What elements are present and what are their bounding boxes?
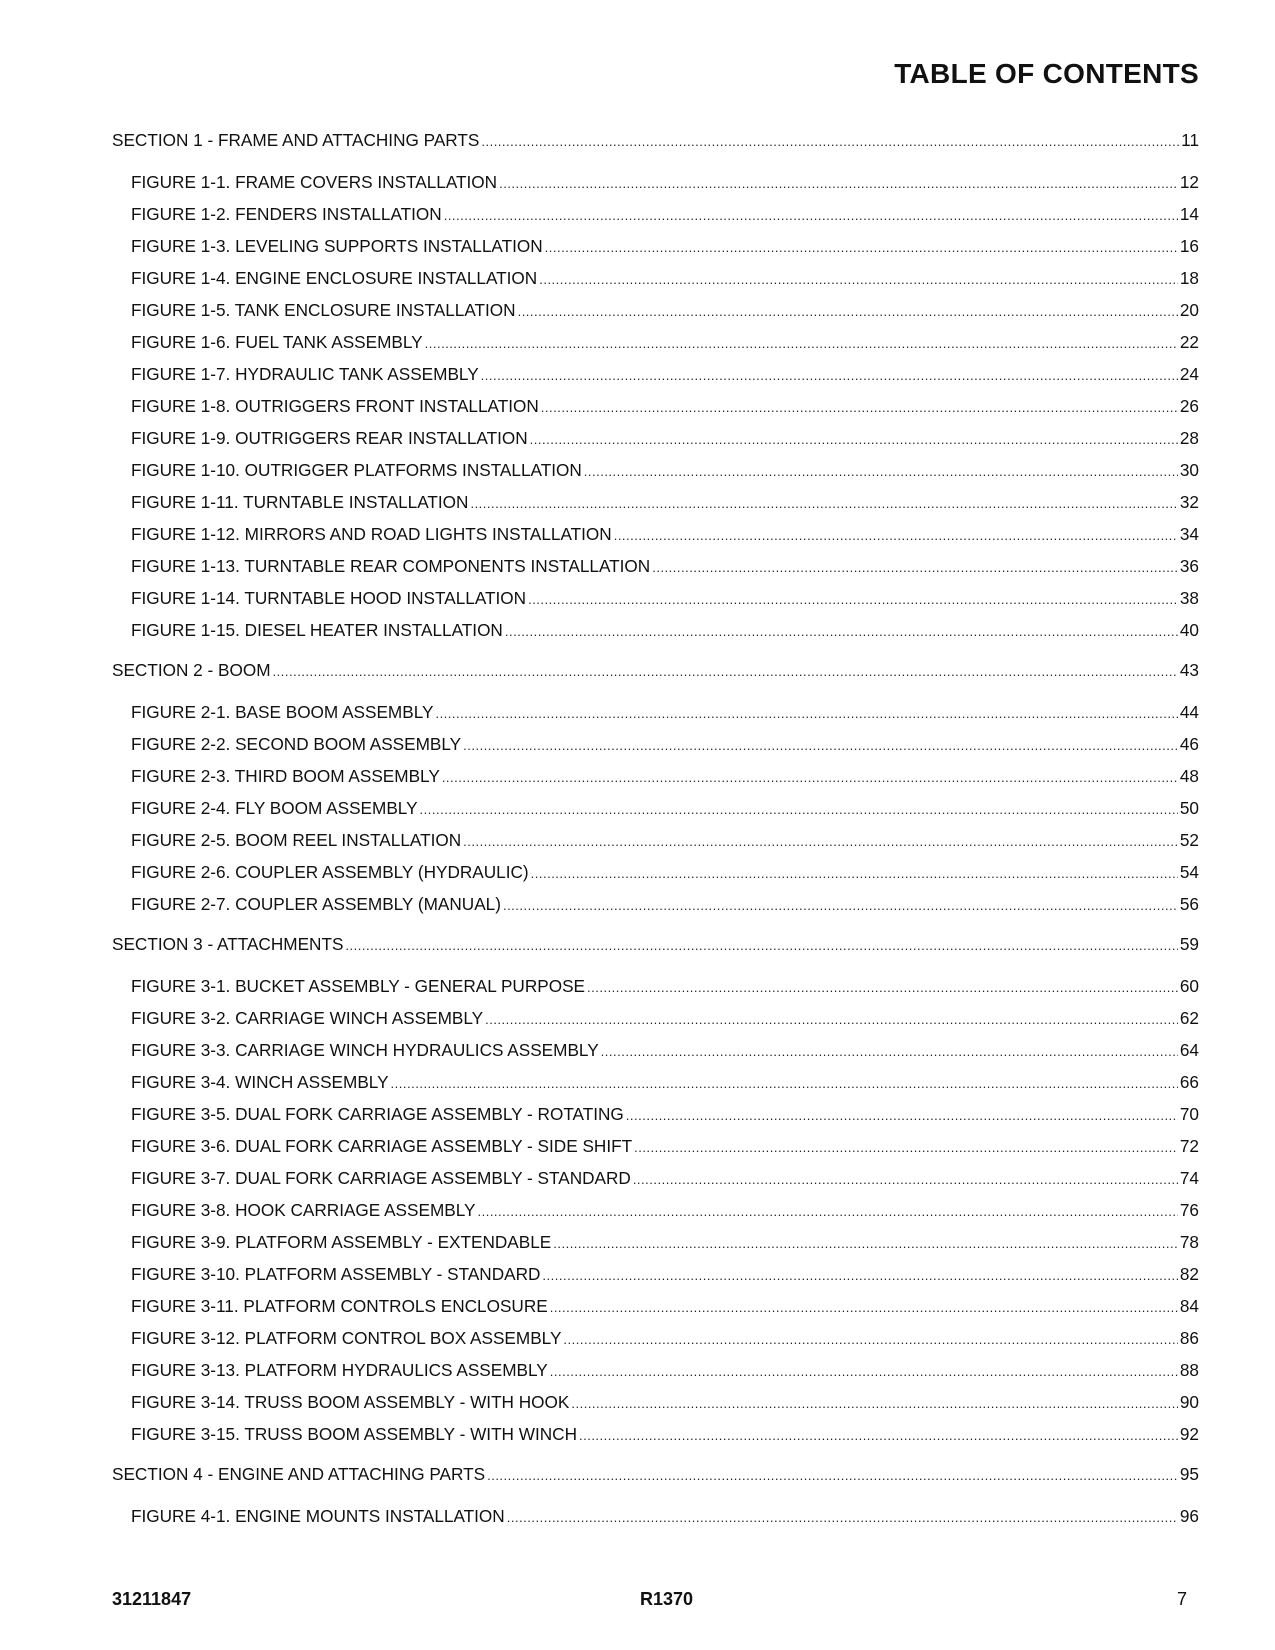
toc-entry-page: 59	[1179, 934, 1199, 954]
dot-leader	[391, 1074, 1178, 1094]
toc-figure-entry[interactable]	[112, 1506, 1199, 1526]
toc-entry-page: 86	[1179, 1328, 1199, 1348]
toc-entry-page: 50	[1179, 798, 1199, 818]
dot-leader	[481, 132, 1179, 152]
toc-entry-label: FIGURE 3-9. PLATFORM ASSEMBLY - EXTENDABLE	[131, 1232, 552, 1252]
toc-figure-entry[interactable]	[112, 862, 1199, 882]
dot-leader	[531, 864, 1178, 884]
toc-figure-entry[interactable]	[112, 460, 1199, 480]
toc-figure-entry[interactable]	[112, 364, 1199, 384]
dot-leader	[273, 662, 1178, 682]
toc-entry-page: 64	[1179, 1040, 1199, 1060]
toc-entry-page: 36	[1179, 556, 1199, 576]
dot-leader	[345, 936, 1177, 956]
dot-leader	[420, 800, 1178, 820]
toc-figure-entry[interactable]	[112, 734, 1199, 754]
toc-entry-page: 92	[1179, 1424, 1199, 1444]
toc-figure-entry[interactable]	[112, 1360, 1199, 1380]
dot-leader	[563, 1330, 1177, 1350]
dot-leader	[503, 896, 1178, 916]
dot-leader	[470, 494, 1177, 514]
toc-entry-label: FIGURE 1-6. FUEL TANK ASSEMBLY	[131, 332, 423, 352]
dot-leader	[507, 1508, 1178, 1528]
dot-leader	[601, 1042, 1178, 1062]
toc-figure-entry[interactable]	[112, 1328, 1199, 1348]
toc-entry-label: SECTION 3 - ATTACHMENTS	[112, 934, 344, 954]
toc-figure-entry[interactable]	[112, 300, 1199, 320]
toc-figure-entry[interactable]	[112, 1072, 1199, 1092]
dot-leader	[553, 1234, 1178, 1254]
toc-figure-entry[interactable]	[112, 1232, 1199, 1252]
toc-entry-label: FIGURE 1-12. MIRRORS AND ROAD LIGHTS INSTALLATION	[131, 524, 612, 544]
toc-entry-label: FIGURE 4-1. ENGINE MOUNTS INSTALLATION	[131, 1506, 505, 1526]
toc-entry-label: FIGURE 1-13. TURNTABLE REAR COMPONENTS INSTALLATION	[131, 556, 651, 576]
footer-revision: R1370	[640, 1589, 694, 1609]
dot-leader	[499, 174, 1178, 194]
toc-figure-entry[interactable]	[112, 620, 1199, 640]
dot-leader	[633, 1170, 1178, 1190]
toc-figure-entry[interactable]	[112, 172, 1199, 192]
dot-leader	[518, 302, 1178, 322]
toc-entry-label: FIGURE 2-5. BOOM REEL INSTALLATION	[131, 830, 462, 850]
page-footer	[112, 1589, 1187, 1613]
toc-entry-page: 40	[1179, 620, 1199, 640]
toc-entry-label: FIGURE 3-10. PLATFORM ASSEMBLY - STANDARD	[131, 1264, 541, 1284]
toc-entry-label: FIGURE 1-10. OUTRIGGER PLATFORMS INSTALLATION	[131, 460, 582, 480]
toc-figure-entry[interactable]	[112, 396, 1199, 416]
toc-entry-page: 82	[1179, 1264, 1199, 1284]
toc-entry-label: SECTION 4 - ENGINE AND ATTACHING PARTS	[112, 1464, 486, 1484]
toc-figure-entry[interactable]	[112, 798, 1199, 818]
toc-entry-label: FIGURE 2-7. COUPLER ASSEMBLY (MANUAL)	[131, 894, 501, 914]
dot-leader	[584, 462, 1178, 482]
toc-entry-page: 32	[1179, 492, 1199, 512]
toc-entry-label: FIGURE 3-3. CARRIAGE WINCH HYDRAULICS ASSEMBLY	[131, 1040, 599, 1060]
toc-figure-entry[interactable]	[112, 492, 1199, 512]
toc-figure-entry[interactable]	[112, 1136, 1199, 1156]
toc-entry-label: FIGURE 3-7. DUAL FORK CARRIAGE ASSEMBLY - STANDARD	[131, 1168, 631, 1188]
dot-leader	[530, 430, 1178, 450]
toc-entry-label: FIGURE 3-5. DUAL FORK CARRIAGE ASSEMBLY - ROTATING	[131, 1104, 624, 1124]
toc-entry-label: FIGURE 1-1. FRAME COVERS INSTALLATION	[131, 172, 498, 192]
toc-figure-entry[interactable]	[112, 1264, 1199, 1284]
toc-entry-label: FIGURE 1-3. LEVELING SUPPORTS INSTALLATION	[131, 236, 543, 256]
dot-leader	[425, 334, 1178, 354]
dot-leader	[579, 1426, 1178, 1446]
toc-entry-page: 60	[1179, 976, 1199, 996]
toc-entry-page: 14	[1179, 204, 1199, 224]
toc-entry-label: FIGURE 3-13. PLATFORM HYDRAULICS ASSEMBLY	[131, 1360, 548, 1380]
toc-entry-page: 66	[1179, 1072, 1199, 1092]
dot-leader	[614, 526, 1178, 546]
toc-entry-page: 46	[1179, 734, 1199, 754]
toc-entry-page: 24	[1179, 364, 1199, 384]
toc-entry-page: 90	[1179, 1392, 1199, 1412]
toc-entry-label: FIGURE 1-7. HYDRAULIC TANK ASSEMBLY	[131, 364, 479, 384]
toc-entry-label: FIGURE 3-1. BUCKET ASSEMBLY - GENERAL PURPOSE	[131, 976, 586, 996]
page-title: TABLE OF CONTENTS	[894, 58, 1199, 89]
dot-leader	[485, 1010, 1178, 1030]
dot-leader	[545, 238, 1178, 258]
toc-entry-page: 52	[1179, 830, 1199, 850]
toc-entry-label: FIGURE 2-4. FLY BOOM ASSEMBLY	[131, 798, 418, 818]
toc-entry-label: FIGURE 3-4. WINCH ASSEMBLY	[131, 1072, 389, 1092]
toc-figure-entry[interactable]	[112, 1200, 1199, 1220]
toc-entry-page: 78	[1179, 1232, 1199, 1252]
toc-entry-label: FIGURE 1-15. DIESEL HEATER INSTALLATION	[131, 620, 503, 640]
dot-leader	[539, 270, 1178, 290]
toc-entry-page: 54	[1179, 862, 1199, 882]
toc-entry-label: FIGURE 1-5. TANK ENCLOSURE INSTALLATION	[131, 300, 516, 320]
toc-entry-page: 18	[1179, 268, 1199, 288]
toc-entry-page: 30	[1179, 460, 1199, 480]
toc-figure-entry[interactable]	[112, 1040, 1199, 1060]
toc-figure-entry[interactable]	[112, 702, 1199, 722]
dot-leader	[550, 1298, 1178, 1318]
toc-entry-label: FIGURE 2-6. COUPLER ASSEMBLY (HYDRAULIC)	[131, 862, 529, 882]
toc-entry-label: FIGURE 2-3. THIRD BOOM ASSEMBLY	[131, 766, 440, 786]
toc-figure-entry[interactable]	[112, 976, 1199, 996]
toc-entry-page: 62	[1179, 1008, 1199, 1028]
dot-leader	[487, 1466, 1178, 1486]
toc-figure-entry[interactable]	[112, 1008, 1199, 1028]
toc-entry-label: FIGURE 1-4. ENGINE ENCLOSURE INSTALLATION	[131, 268, 538, 288]
toc-entry-label: FIGURE 3-6. DUAL FORK CARRIAGE ASSEMBLY - SIDE SHIFT	[131, 1136, 633, 1156]
toc-entry-label: FIGURE 3-2. CARRIAGE WINCH ASSEMBLY	[131, 1008, 484, 1028]
toc-entry-label: FIGURE 3-15. TRUSS BOOM ASSEMBLY - WITH WINCH	[131, 1424, 577, 1444]
toc-entry-label: FIGURE 1-9. OUTRIGGERS REAR INSTALLATION	[131, 428, 528, 448]
toc-entry-label: FIGURE 3-8. HOOK CARRIAGE ASSEMBLY	[131, 1200, 476, 1220]
toc-entry-label: FIGURE 3-11. PLATFORM CONTROLS ENCLOSURE	[131, 1296, 548, 1316]
toc-figure-entry[interactable]	[112, 588, 1199, 608]
toc-section-entry[interactable]	[112, 130, 1199, 150]
dot-leader	[444, 206, 1178, 226]
toc-entry-page: 84	[1179, 1296, 1199, 1316]
toc-entry-page: 16	[1179, 236, 1199, 256]
dot-leader	[442, 768, 1178, 788]
toc-entry-page: 38	[1179, 588, 1199, 608]
toc-figure-entry[interactable]	[112, 204, 1199, 224]
toc-figure-entry[interactable]	[112, 1296, 1199, 1316]
toc-entry-label: FIGURE 1-11. TURNTABLE INSTALLATION	[131, 492, 469, 512]
toc-figure-entry[interactable]	[112, 268, 1199, 288]
toc-entry-label: FIGURE 1-14. TURNTABLE HOOD INSTALLATION	[131, 588, 527, 608]
dot-leader	[652, 558, 1178, 578]
dot-leader	[541, 398, 1178, 418]
dot-leader	[542, 1266, 1177, 1286]
dot-leader	[587, 978, 1178, 998]
toc-entry-label: FIGURE 3-12. PLATFORM CONTROL BOX ASSEMBLY	[131, 1328, 562, 1348]
toc-entry-page: 48	[1179, 766, 1199, 786]
toc-figure-entry[interactable]	[112, 1392, 1199, 1412]
toc-figure-entry[interactable]	[112, 1424, 1199, 1444]
toc-figure-entry[interactable]	[112, 524, 1199, 544]
toc-entry-page: 56	[1179, 894, 1199, 914]
toc-entry-label: FIGURE 3-14. TRUSS BOOM ASSEMBLY - WITH HOOK	[131, 1392, 570, 1412]
dot-leader	[463, 736, 1178, 756]
dot-leader	[481, 366, 1178, 386]
toc-entry-page: 70	[1179, 1104, 1199, 1124]
toc-section-entry[interactable]	[112, 660, 1199, 680]
toc-figure-entry[interactable]	[112, 556, 1199, 576]
toc-entry-label: FIGURE 1-2. FENDERS INSTALLATION	[131, 204, 442, 224]
toc-figure-entry[interactable]	[112, 236, 1199, 256]
toc-entry-page: 76	[1179, 1200, 1199, 1220]
toc-entry-page: 72	[1179, 1136, 1199, 1156]
dot-leader	[463, 832, 1178, 852]
toc-entry-page: 12	[1179, 172, 1199, 192]
toc-figure-entry[interactable]	[112, 1104, 1199, 1124]
footer-doc-number: 31211847	[112, 1589, 192, 1609]
table-of-contents	[112, 130, 1199, 1526]
toc-entry-page: 11	[1181, 130, 1199, 150]
toc-entry-page: 20	[1179, 300, 1199, 320]
dot-leader	[634, 1138, 1178, 1158]
toc-entry-page: 96	[1179, 1506, 1199, 1526]
toc-entry-page: 43	[1179, 660, 1199, 680]
toc-entry-page: 26	[1179, 396, 1199, 416]
toc-entry-page: 28	[1179, 428, 1199, 448]
dot-leader	[505, 622, 1178, 642]
toc-entry-label: SECTION 1 - FRAME AND ATTACHING PARTS	[112, 130, 480, 150]
dot-leader	[550, 1362, 1178, 1382]
toc-entry-page: 34	[1179, 524, 1199, 544]
toc-figure-entry[interactable]	[112, 332, 1199, 352]
toc-entry-page: 74	[1179, 1168, 1199, 1188]
toc-figure-entry[interactable]	[112, 830, 1199, 850]
dot-leader	[571, 1394, 1178, 1414]
toc-entry-page: 95	[1179, 1464, 1199, 1484]
toc-entry-page: 88	[1179, 1360, 1199, 1380]
toc-entry-label: FIGURE 1-8. OUTRIGGERS FRONT INSTALLATION	[131, 396, 539, 416]
toc-section-entry[interactable]	[112, 934, 1199, 954]
toc-entry-label: FIGURE 2-1. BASE BOOM ASSEMBLY	[131, 702, 434, 722]
toc-figure-entry[interactable]	[112, 428, 1199, 448]
dot-leader	[528, 590, 1178, 610]
toc-entry-label: FIGURE 2-2. SECOND BOOM ASSEMBLY	[131, 734, 462, 754]
dot-leader	[626, 1106, 1178, 1126]
toc-figure-entry[interactable]	[112, 1168, 1199, 1188]
toc-entry-page: 22	[1179, 332, 1199, 352]
dot-leader	[435, 704, 1177, 724]
footer-page-number: 7	[1176, 1589, 1187, 1609]
toc-figure-entry[interactable]	[112, 766, 1199, 786]
toc-entry-page: 44	[1179, 702, 1199, 722]
toc-section-entry[interactable]	[112, 1464, 1199, 1484]
toc-figure-entry[interactable]	[112, 894, 1199, 914]
toc-entry-label: SECTION 2 - BOOM	[112, 660, 271, 680]
dot-leader	[477, 1202, 1177, 1222]
